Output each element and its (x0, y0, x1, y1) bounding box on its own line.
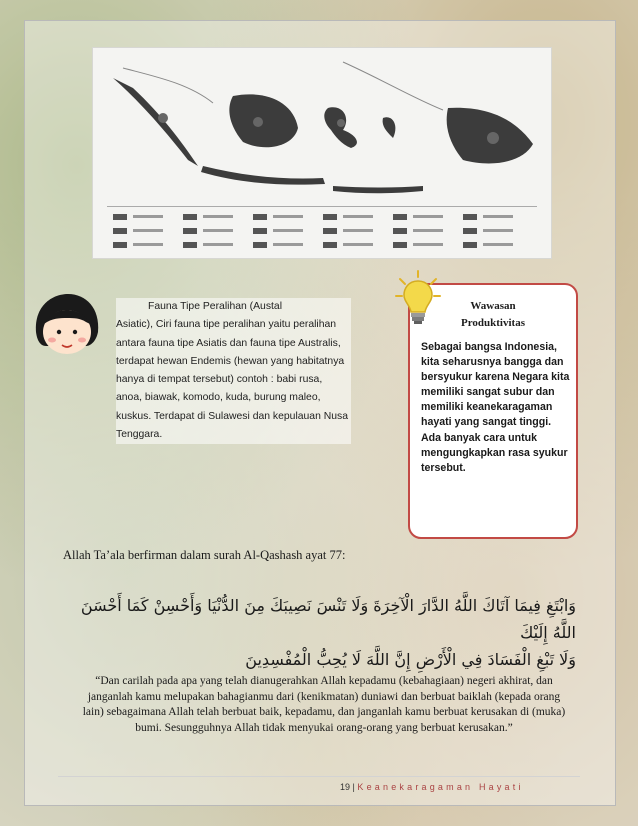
wawasan-title-line2: Produktivitas (461, 317, 525, 329)
indonesia-fauna-map (92, 47, 552, 259)
wawasan-body-text: Sebagai bangsa Indonesia, kita seharusnya bangga dan bersyukur karena Negara kita memiliki sangat subur dan memiliki keanekaragaman hayati yang sangat tinggi. Ada banyak cara untuk mengungkapkan rasa syukur tersebut. (421, 341, 570, 474)
page-number: 19 (340, 782, 351, 792)
fauna-text-first-line: Fauna Tipe Peralihan (Austal (148, 301, 283, 312)
fauna-text-body: Asiatic), Ciri fauna tipe peralihan yaitu peralihan antara fauna tipe Asiatis dan fauna tipe Australis, terdapat hewan Endemis (hewan yang habitatnya hanya di tempat tersebut) contoh : babi rusa, anoa, biawak, komodo, kuda, burung maleo, kuskus. Terdapat di Sulawesi dan kepulauan Nusa Tenggara. (116, 319, 349, 441)
quran-intro-text: Allah Ta’ala berfirman dalam surah Al-Qashash ayat 77: (63, 548, 346, 562)
light-bulb-icon (395, 270, 441, 326)
footer-divider (58, 776, 580, 777)
arabic-verse-line1: وَابْتَغِ فِيمَا آتَاكَ اللَّهُ الدَّارَ الْآخِرَةَ وَلَا تَنْسَ نَصِيبَكَ مِنَ الدُّنْيَا وَأَحْسِنْ كَمَا أَحْسَنَ اللَّهُ إِلَيْكَ (80, 596, 576, 642)
footer-subject: Keanekaragaman Hayati (357, 782, 524, 792)
cartoon-girl-avatar-icon (30, 292, 102, 364)
fauna-peralihan-text (116, 298, 351, 444)
arabic-verse-line2: وَلَا تَبْغِ الْفَسَادَ فِي الْأَرْضِ إِنَّ اللَّهَ لَا يُحِبُّ الْمُفْسِدِينَ (245, 650, 576, 669)
arabic-verse (66, 592, 576, 673)
verse-translation: “Dan carilah pada apa yang telah dianugerahkan Allah kepadamu (kebahagiaan) negeri akhirat, dan janganlah kamu melupakan bahagianmu dari (kenikmatan) duniawi dan berbuat baiklah (kepada orang lain) sebagaimana Allah telah berbuat baik, kepadamu, dan janganlah kamu berbuat kerusakan di (muka) bumi. Sesungguhnya Allah tidak menyukai orang-orang yang berbuat kerusakan.” (82, 675, 566, 734)
page-footer (340, 782, 580, 792)
footer-separator: | (352, 782, 355, 792)
wawasan-title-line1: Wawasan (470, 300, 516, 312)
